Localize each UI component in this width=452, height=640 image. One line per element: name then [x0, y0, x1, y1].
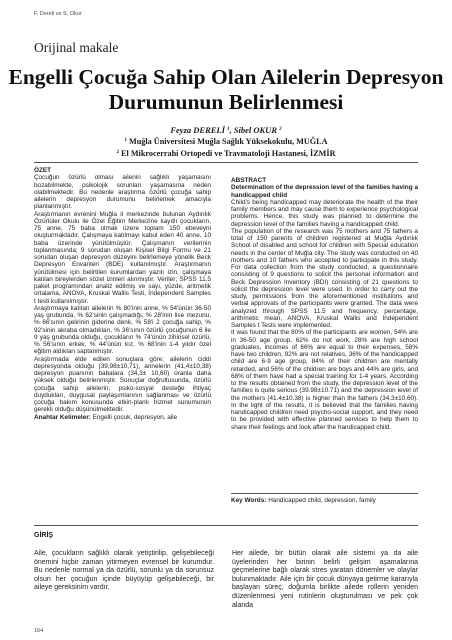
ozet-paragraph: Çocuğun özürlü olması ailenin sağlıklı yaşamasını bozabilmekte, psikolojik sorunları yaşamasına neden olabilmektedir. Bu nedenle araştırma özürlü çocuğa sahip ailelerin depresyon durumunu belirlemek amacıyla planlanmıştır.	[34, 174, 211, 211]
running-head: F. Dereli ve S. Okur	[34, 11, 82, 17]
article-title-line-1: Engelli Çocuğa Sahip Olan Ailelerin Depresyon	[8, 65, 444, 89]
affiliation-2	[0, 149, 452, 158]
ozet-column	[34, 167, 211, 421]
article-title-line-2: Durumunun Belirlenmesi	[108, 90, 344, 114]
abstract-keywords	[231, 497, 418, 504]
author-line	[0, 125, 452, 135]
abstract-column	[231, 177, 418, 431]
abstract-paragraph: The population of the research was 75 mothers and 75 fathers a total of 150 parents of children registered at Muğla Aydınlık School of disabled and school for children with Special education needs in the center of Muğla city. The study was conducted on 40 mothers and 10 fathers who accepted to participate in this study. For data collection from the study conducted, a questionnaire consisting of 9 questions to solicit the personal information and Beck Depression Inventory (BDI) consisting of 21 questions to solicit the depression level were used. In order to carry out the study, permissions from the aforementioned institutions and verbal approvals of the participants were granted. The data were analyzed through SPSS 11.5 and frequency, percentage, arithmetic mean, ANOVA, Kruskal Wallis and Independent Samples t Tests were implemented.	[231, 227, 418, 329]
author-affiliation-mark: 1	[227, 127, 230, 132]
abstract-title: Determination of the depression level of the families having a handicapped child	[231, 184, 418, 199]
ozet-paragraph: Araştırmada elde edilen sonuçlara göre; ailelerin ciddi depresyonda olduğu (39,98±10,71), annelerin (41,4±10,38) depresyon puanının babalara (34,3± 10,60) oranla daha yüksek olduğu belirlenmiştir. Sonuçlar doğrultusunda, özürlü çocuğa sahip ailelerin; psiko-sosyal desteğe ihtiyaç duydukları, duygusal paylaşımlarının sağlanması ve özürlü çocuğa bakım konusunda etkin-planlı hizmet sunumunun gerekli olduğu düşünülmektedir.	[34, 355, 211, 414]
ozet-heading: ÖZET	[34, 167, 52, 174]
author-separator: ,	[229, 125, 234, 135]
body-paragraph: Aile, çocukların sağlıklı olarak yetiştirilip, gelişebileceği önemini hiçbir zaman yitirmeyen evrensel bir kurumdur. Bu nedenle normal ya da özürlü, sorunlu ya da sorunsuz olsun her çocuğun içinde büyüyüp gelişebileceği, bir aileye gereksinim vardır.	[34, 550, 214, 592]
divider-top	[34, 162, 418, 163]
ozet-paragraph: Araştırmaya katılan ailelerin % 80'inin anne, % 54'ünün 36-50 yaş grubunda, % 62'sinin çalışmadığı, % 28'inin lise mezunu, % 66'sının gelirinin giderine denk, % 58'i 2 çocuğa sahip, % 92'sinin akraba olmadıkları, % 36'sının özürlü çocuğunun 6 ile 9 yaş grubunda olduğu, çocukların % 74'ünün zihinsel özürlü, % 56'sının erkek, % 44'ünün kız, % 68'inin 1-4 yıldır özel eğitim aldıkları saptanmıştır.	[34, 304, 211, 356]
keywords-divider	[231, 493, 418, 494]
author-name: Feyza DERELİ	[170, 125, 225, 135]
ozet-paragraph: Araştırmanın evrenini Muğla il merkezinde bulunan Aydınlık Özürlüler Okulu ile Özel Eğitim Merkezine kayıtlı çocukların, 75 anne, 75 baba olmak üzere toplam 150 ebeveyni oluşturmaktadır. Çalışmaya katılmayı kabul eden 40 anne, 10 baba üzerinde yürütülmüştür. Çalışmanın verilerinin toplanmasında; 9 sorudan oluşan Kişisel Bilgi Formu ve 21 sorudan oluşan depresyon düzeyini belirlemeye yönelik Beck Depresyon Envanteri (BDE) kullanılmıştır. Araştırmanın yürütülmesi için belirtilen kurumlardan yazılı izin, çalışmaya katılan bireylerden sözel izinleri alınmıştır. Veriler; SPSS 11.5 paket programından analiz edilmiş ve sayı, yüzde, aritmetik ortalama, ANOVA, Kruskal Wallis Testi, İndependent Samples t testi kullanılmıştır.	[34, 210, 211, 305]
abstract-paragraph: It was found that the 80% of the participants are women, 54% are in 36-50 age group, 62% do not work, 28% are high school graduates, incomes of 66% are equal to their expenses, 58% have two children, 92% are not relatives, 36% of the handicapped child are 6-9 age group, 84% of their children are mentally retarded, and 56% of the children are boys and 44% are girls, and 68% of them have had a special training for 1-4 years. According to the results obtained from the study, the depression level of the families is quite serious (39.98±10.71) and the depression level of the mothers (41.4±10.38) is higher than the fathers (34.3±10.60). In the light of the results, it is believed that the families having handicapped children need psycho-social support, and they need to be provided with effective planned services to help them to share their feelings and look after the handicapped child.	[231, 329, 418, 431]
body-column-left	[34, 550, 214, 593]
abstract-paragraph: Child's being handicapped may deteriorate the health of the their family members and may cause them to experience psychological problems. Hence, this study was planned to determine the depression level of the families having a handicapped child.	[231, 198, 418, 228]
keywords-label: Key Words:	[231, 497, 267, 504]
affiliation-text: El Mikrocerrahi Ortopedi ve Travmatoloji Hastanesi, İZMİR	[121, 149, 336, 158]
keywords-text: Handicapped child, depression, family	[268, 497, 376, 504]
section-type: Orijinal makale	[34, 40, 119, 55]
giris-heading: GİRİŞ	[34, 532, 54, 539]
body-column-right	[232, 550, 418, 610]
ozet-keywords	[34, 414, 211, 421]
keywords-text: Engelli çocuk, depresyon, aile	[92, 413, 178, 421]
affiliation-1	[0, 137, 452, 146]
page-number: 164	[34, 628, 44, 634]
divider-bottom	[34, 525, 418, 526]
affiliation-number: 1	[124, 138, 127, 143]
keywords-label: Anahtar Kelimeler:	[34, 413, 91, 421]
abstract-heading: ABSTRACT	[231, 177, 267, 184]
body-paragraph: Her ailede, bir bütün olarak aile sistemi ya da aile üyelerinden her birinin belirli gelişim aşamalarına geçmelerine bağlı olarak stres yaratan dönemler ve olaylar bulunmaktadır. Aile için bir çocuk dünyaya getirme kararıyla başlayan süreç, doğumla birlikte ailede rollerin yeniden düzenlenmesi yeni rutinlerin oluşturulması ve pek çok alanda	[232, 550, 418, 609]
author-affiliation-mark: 2	[279, 127, 282, 132]
author-name: Sibel OKUR	[233, 125, 277, 135]
affiliation-number: 2	[116, 150, 119, 155]
affiliation-text: Muğla Üniversitesi Muğla Sağlık Yüksekokulu, MUĞLA	[129, 137, 328, 146]
